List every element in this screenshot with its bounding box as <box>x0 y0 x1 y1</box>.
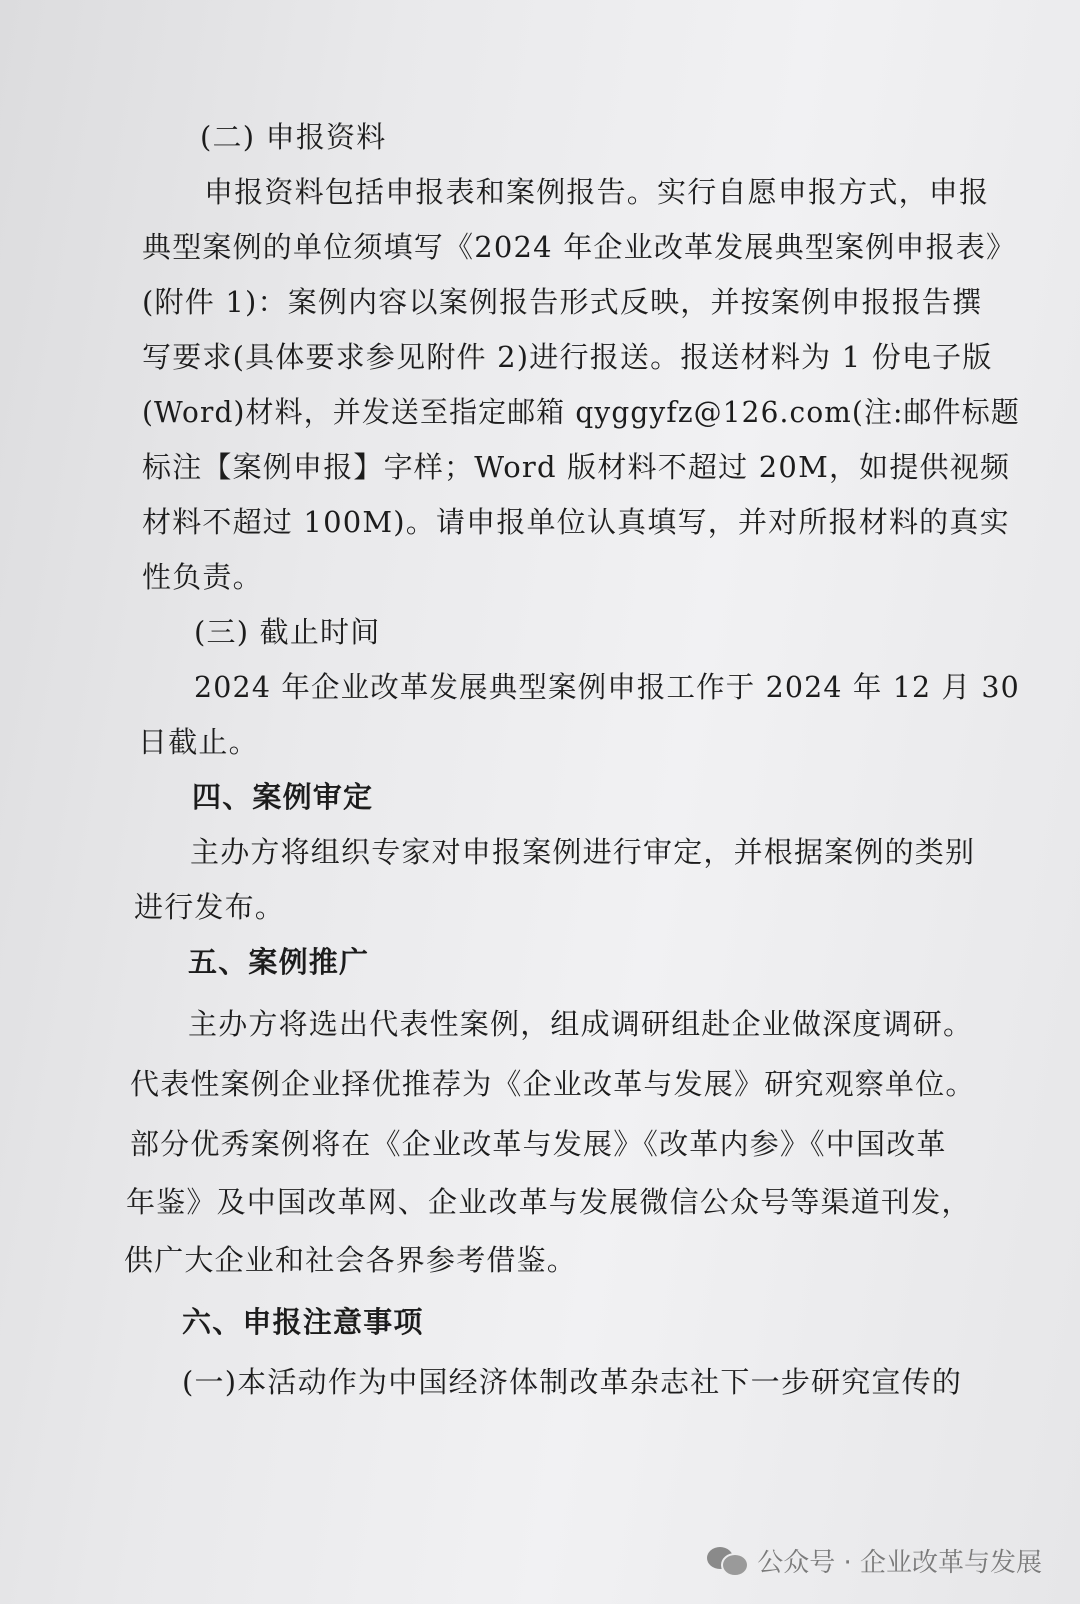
section-heading: 六、申报注意事项 <box>182 1305 424 1339</box>
watermark <box>707 1538 1042 1582</box>
watermark-text: 公众号 · 企业改革与发展 <box>757 1547 1042 1578</box>
section-heading: 四、案例审定 <box>192 780 374 814</box>
paragraph-line: 日截止。 <box>138 725 259 759</box>
paragraph-line: (附件 1)：案例内容以案例报告形式反映，并按案例申报报告撰 <box>142 285 983 319</box>
section-heading: 五、案例推广 <box>188 945 370 979</box>
paragraph-line: 供广大企业和社会各界参考借鉴。 <box>124 1243 578 1277</box>
paragraph-line: 申报资料包括申报表和案例报告。实行自愿申报方式，申报 <box>204 175 990 209</box>
paragraph-line: 年鉴》及中国改革网、企业改革与发展微信公众号等渠道刊发， <box>126 1185 972 1219</box>
paragraph-line: 进行发布。 <box>134 890 286 924</box>
paragraph-line: 写要求(具体要求参见附件 2)进行报送。报送材料为 1 份电子版 <box>142 340 993 374</box>
paragraph-line: 材料不超过 100M)。请申报单位认真填写，并对所报材料的真实 <box>142 505 1010 539</box>
paragraph-line: 主办方将选出代表性案例，组成调研组赴企业做深度调研。 <box>188 1007 974 1041</box>
paragraph-line: (一)本活动作为中国经济体制改革杂志社下一步研究宣传的 <box>182 1365 963 1399</box>
paragraph-line: 性负责。 <box>142 560 263 594</box>
paragraph-line: 典型案例的单位须填写《2024 年企业改革发展典型案例申报表》 <box>142 230 1017 264</box>
section-heading: (二) 申报资料 <box>200 120 387 154</box>
wechat-icon <box>707 1543 747 1577</box>
paragraph-line: 2024 年企业改革发展典型案例申报工作于 2024 年 12 月 30 <box>194 670 1020 704</box>
paragraph-line: (Word)材料，并发送至指定邮箱 qyggyfz@126.com(注:邮件标题 <box>142 395 1020 429</box>
paragraph-line: 标注【案例申报】字样；Word 版材料不超过 20M，如提供视频 <box>142 450 1011 484</box>
paragraph-line: 部分优秀案例将在《企业改革与发展》《改革内参》《中国改革 <box>130 1127 947 1161</box>
section-heading: (三) 截止时间 <box>194 615 381 649</box>
paragraph-line: 代表性案例企业择优推荐为《企业改革与发展》研究观察单位。 <box>130 1067 976 1101</box>
paragraph-line: 主办方将组织专家对申报案例进行审定，并根据案例的类别 <box>190 835 976 869</box>
